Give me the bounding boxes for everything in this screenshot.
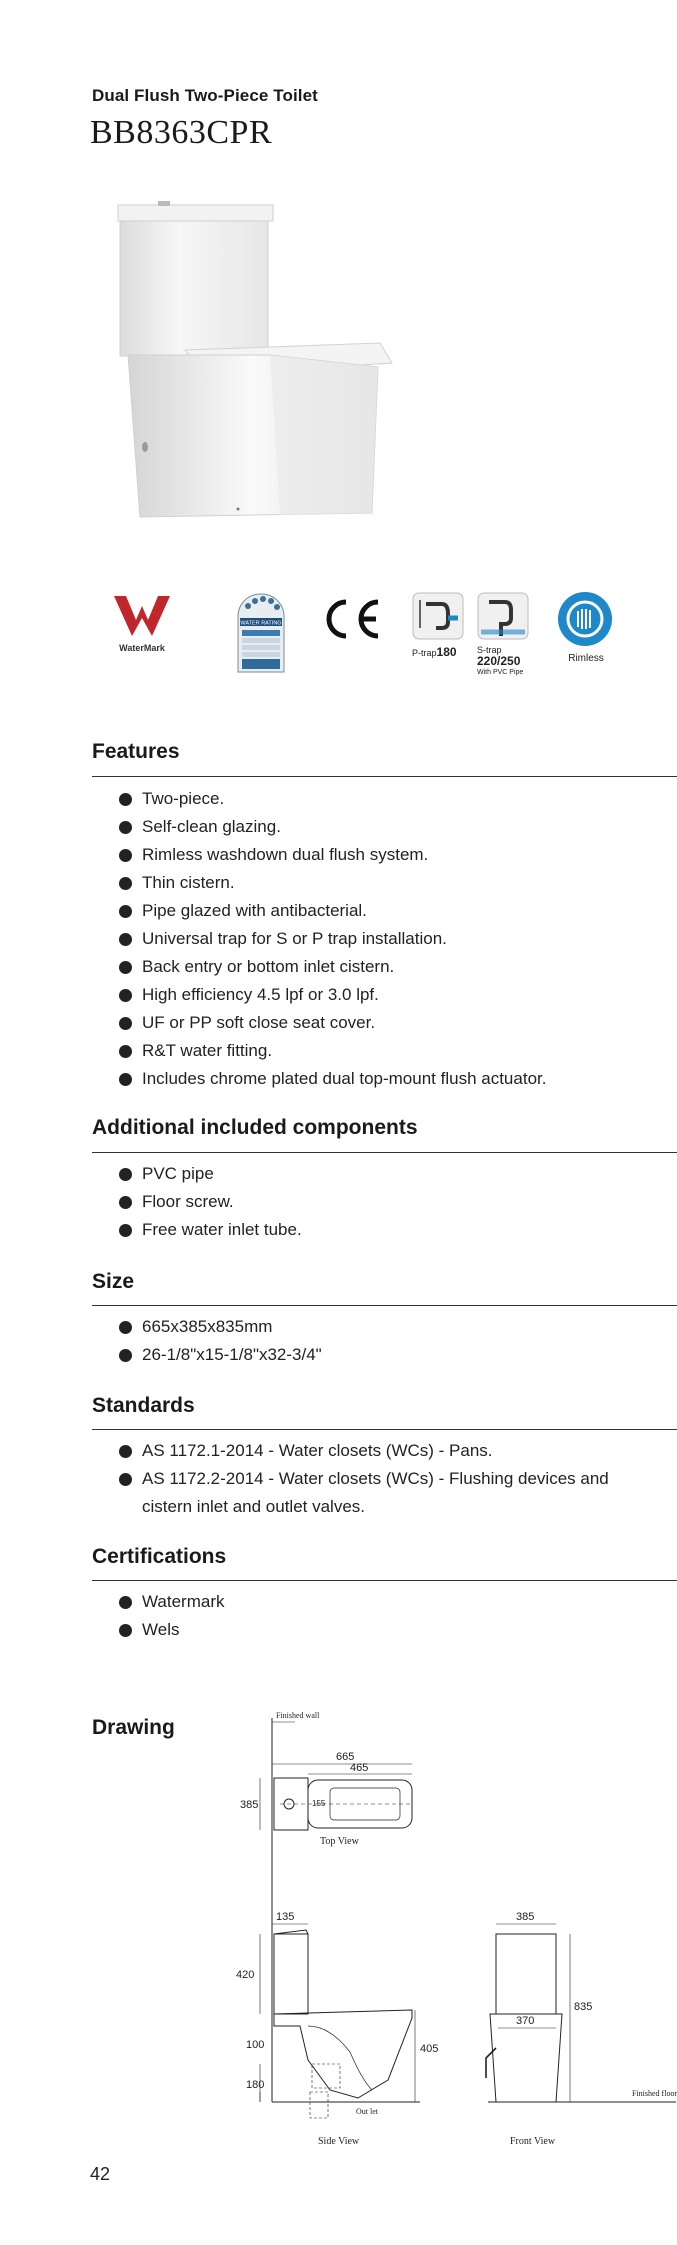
components-title: Additional included components	[92, 1116, 418, 1139]
wels-logo	[236, 592, 286, 676]
product-photo	[110, 195, 395, 530]
ptrap-value: 180	[436, 645, 457, 659]
list-item: Wels	[92, 1616, 652, 1644]
list-item: PVC pipe	[92, 1160, 652, 1188]
wels-label: WATER RATING	[240, 620, 282, 627]
list-item: R&T water fitting.	[92, 1037, 652, 1065]
watermark-label: WaterMark	[119, 643, 165, 653]
standards-title: Standards	[92, 1394, 195, 1417]
finished-wall-label: Finished wall	[276, 1711, 320, 1720]
side-view-label: Side View	[318, 2136, 360, 2147]
top-view-label: Top View	[320, 1836, 359, 1847]
dim-155: 155	[312, 1799, 326, 1808]
finished-floor-label: Finished floor	[632, 2089, 677, 2098]
strap-label: S-trap	[477, 645, 502, 655]
dim-100: 100	[246, 2039, 265, 2051]
product-model: BB8363CPR	[90, 114, 273, 151]
features-divider	[92, 776, 677, 777]
size-divider	[92, 1305, 677, 1306]
size-title: Size	[92, 1270, 135, 1293]
list-item: Floor screw.	[92, 1188, 652, 1216]
dim-465: 465	[350, 1762, 369, 1774]
list-item: AS 1172.2-2014 - Water closets (WCs) - Flushing devices and cistern inlet and outlet valves.	[92, 1465, 632, 1521]
dim-665: 665	[336, 1751, 355, 1763]
strap-value: 220/250	[477, 654, 521, 668]
list-item: Watermark	[92, 1588, 652, 1616]
list-item: 665x385x835mm	[92, 1313, 652, 1341]
list-item: Two-piece.	[92, 785, 652, 813]
features-title: Features	[92, 740, 180, 763]
features-list	[92, 785, 652, 1093]
list-item: AS 1172.1-2014 - Water closets (WCs) - Pans.	[92, 1437, 632, 1465]
rimless-badge	[556, 590, 616, 666]
rimless-label: Rimless	[568, 653, 604, 664]
ptrap-label: P-trap	[412, 648, 437, 658]
list-item: Free water inlet tube.	[92, 1216, 652, 1244]
front-view-label: Front View	[510, 2136, 556, 2147]
ptrap-badge	[412, 592, 468, 662]
standards-divider	[92, 1429, 677, 1430]
dim-420: 420	[236, 1969, 255, 1981]
list-item: UF or PP soft close seat cover.	[92, 1009, 652, 1037]
size-list	[92, 1313, 652, 1369]
strap-note: With PVC Pipe	[477, 669, 524, 676]
ce-mark-icon	[318, 596, 384, 642]
components-list	[92, 1160, 652, 1244]
certifications-title: Certifications	[92, 1545, 227, 1568]
components-divider	[92, 1152, 677, 1153]
certifications-divider	[92, 1580, 677, 1581]
list-item: Rimless washdown dual flush system.	[92, 841, 652, 869]
dim-405: 405	[420, 2043, 439, 2055]
strap-badge	[477, 592, 541, 682]
dim-370: 370	[516, 2015, 535, 2027]
list-item: Pipe glazed with antibacterial.	[92, 897, 652, 925]
dim-135: 135	[276, 1911, 295, 1923]
list-item: Universal trap for S or P trap installation.	[92, 925, 652, 953]
rimless-icon	[556, 590, 614, 648]
standards-list	[92, 1437, 632, 1521]
list-item: Self-clean glazing.	[92, 813, 652, 841]
ce-mark	[318, 596, 384, 647]
wels-rating-icon	[236, 592, 286, 676]
dim-835: 835	[574, 2001, 593, 2013]
product-subtitle: Dual Flush Two-Piece Toilet	[92, 86, 318, 105]
outlet-label: Out let	[356, 2107, 378, 2116]
list-item: Includes chrome plated dual top-mount flush actuator.	[92, 1065, 652, 1093]
watermark-logo	[110, 592, 174, 652]
certifications-list	[92, 1588, 652, 1644]
dim-180: 180	[246, 2079, 265, 2091]
list-item: Thin cistern.	[92, 869, 652, 897]
technical-drawing	[200, 1708, 677, 2158]
page-number: 42	[90, 2164, 111, 2184]
ptrap-icon	[412, 592, 464, 640]
dim-385-top: 385	[240, 1799, 259, 1811]
list-item: High efficiency 4.5 lpf or 3.0 lpf.	[92, 981, 652, 1009]
watermark-icon	[110, 592, 174, 638]
dim-385-front: 385	[516, 1911, 535, 1923]
drawing-title: Drawing	[92, 1716, 175, 1739]
list-item: Back entry or bottom inlet cistern.	[92, 953, 652, 981]
list-item: 26-1/8"x15-1/8"x32-3/4"	[92, 1341, 652, 1369]
strap-icon	[477, 592, 529, 640]
